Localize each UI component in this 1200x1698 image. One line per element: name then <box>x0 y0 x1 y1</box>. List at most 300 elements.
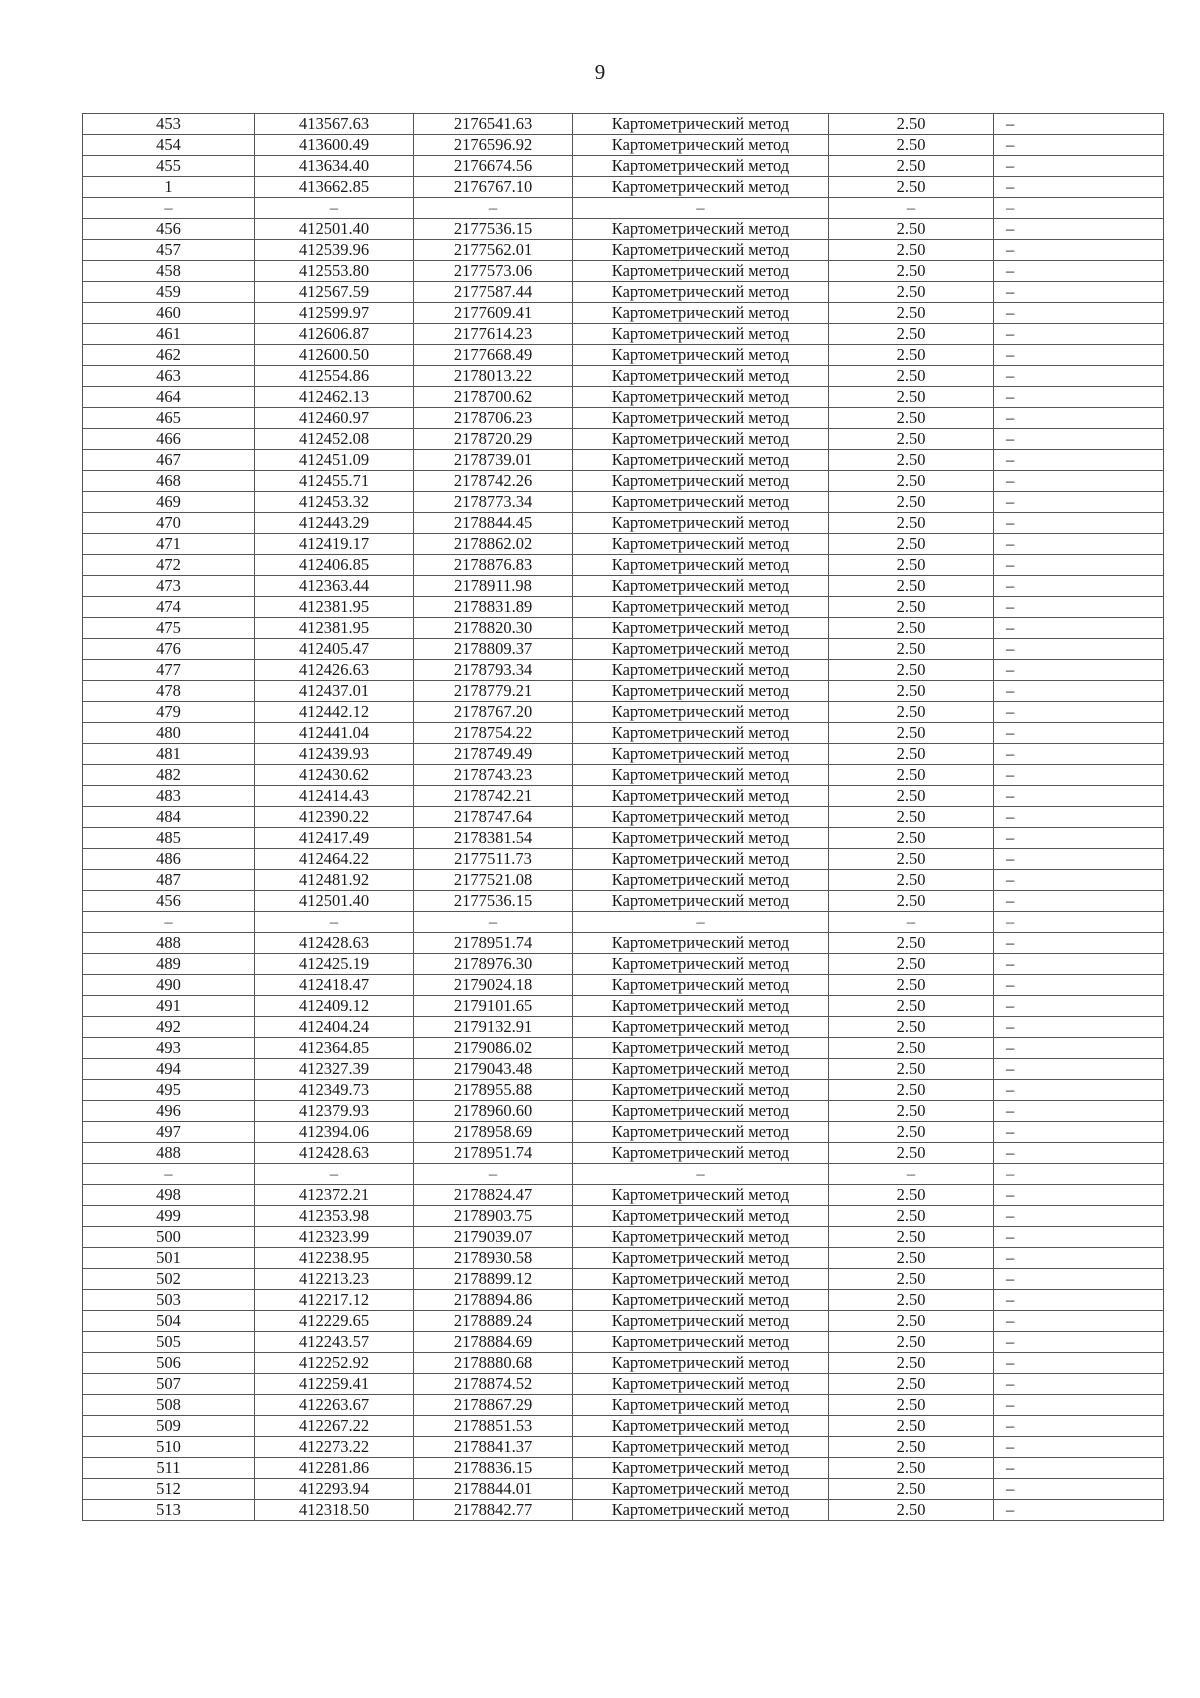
x-coordinate-cell: 412437.01 <box>255 681 414 702</box>
x-coordinate-cell: 412428.63 <box>255 933 414 954</box>
method-cell: Картометрический метод <box>573 933 829 954</box>
accuracy-cell: 2.50 <box>829 1458 994 1479</box>
accuracy-cell: 2.50 <box>829 576 994 597</box>
method-cell: Картометрический метод <box>573 1374 829 1395</box>
point-number-cell: 477 <box>83 660 255 681</box>
point-number-cell: 474 <box>83 597 255 618</box>
x-coordinate-cell: 412539.96 <box>255 240 414 261</box>
x-coordinate-cell: 412419.17 <box>255 534 414 555</box>
x-coordinate-cell: 412455.71 <box>255 471 414 492</box>
table-row <box>83 765 1164 786</box>
note-cell: – <box>994 408 1164 429</box>
y-coordinate-cell: 2178743.23 <box>414 765 573 786</box>
note-cell: – <box>994 933 1164 954</box>
point-number-cell: 493 <box>83 1038 255 1059</box>
table-row <box>83 450 1164 471</box>
note-cell: – <box>994 618 1164 639</box>
table-row <box>83 408 1164 429</box>
y-coordinate-cell: 2178773.34 <box>414 492 573 513</box>
method-cell: Картометрический метод <box>573 849 829 870</box>
accuracy-cell: 2.50 <box>829 1017 994 1038</box>
accuracy-cell: 2.50 <box>829 1143 994 1164</box>
point-number-cell: 487 <box>83 870 255 891</box>
table-row <box>83 177 1164 198</box>
method-cell: Картометрический метод <box>573 261 829 282</box>
table-row <box>83 1479 1164 1500</box>
accuracy-cell: – <box>829 1164 994 1185</box>
table-row <box>83 387 1164 408</box>
x-coordinate-cell: 412349.73 <box>255 1080 414 1101</box>
accuracy-cell: 2.50 <box>829 429 994 450</box>
y-coordinate-cell: 2178842.77 <box>414 1500 573 1521</box>
table-row <box>83 534 1164 555</box>
point-number-cell: 482 <box>83 765 255 786</box>
x-coordinate-cell: 412364.85 <box>255 1038 414 1059</box>
y-coordinate-cell: 2178742.26 <box>414 471 573 492</box>
note-cell: – <box>994 828 1164 849</box>
y-coordinate-cell: 2178960.60 <box>414 1101 573 1122</box>
x-coordinate-cell: 412267.22 <box>255 1416 414 1437</box>
y-coordinate-cell: 2178951.74 <box>414 1143 573 1164</box>
x-coordinate-cell: 412462.13 <box>255 387 414 408</box>
y-coordinate-cell: – <box>414 198 573 219</box>
note-cell: – <box>994 324 1164 345</box>
note-cell: – <box>994 1017 1164 1038</box>
method-cell: Картометрический метод <box>573 1017 829 1038</box>
x-coordinate-cell: 412229.65 <box>255 1311 414 1332</box>
y-coordinate-cell: 2178851.53 <box>414 1416 573 1437</box>
note-cell: – <box>994 912 1164 933</box>
point-number-cell: 495 <box>83 1080 255 1101</box>
y-coordinate-cell: 2178844.45 <box>414 513 573 534</box>
table-row <box>83 1122 1164 1143</box>
y-coordinate-cell: 2176674.56 <box>414 156 573 177</box>
method-cell: Картометрический метод <box>573 618 829 639</box>
accuracy-cell: 2.50 <box>829 1311 994 1332</box>
point-number-cell: 511 <box>83 1458 255 1479</box>
method-cell: Картометрический метод <box>573 1437 829 1458</box>
note-cell: – <box>994 1038 1164 1059</box>
method-cell: Картометрический метод <box>573 723 829 744</box>
coordinates-table <box>82 113 1164 1521</box>
point-number-cell: 500 <box>83 1227 255 1248</box>
note-cell: – <box>994 198 1164 219</box>
accuracy-cell: 2.50 <box>829 1059 994 1080</box>
point-number-cell: 460 <box>83 303 255 324</box>
table-row <box>83 1185 1164 1206</box>
method-cell: Картометрический метод <box>573 177 829 198</box>
method-cell: Картометрический метод <box>573 513 829 534</box>
table-row <box>83 1416 1164 1437</box>
note-cell: – <box>994 849 1164 870</box>
note-cell: – <box>994 681 1164 702</box>
x-coordinate-cell: 412217.12 <box>255 1290 414 1311</box>
table-row <box>83 366 1164 387</box>
table-row <box>83 933 1164 954</box>
x-coordinate-cell: 412213.23 <box>255 1269 414 1290</box>
point-number-cell: 463 <box>83 366 255 387</box>
point-number-cell: 464 <box>83 387 255 408</box>
method-cell: Картометрический метод <box>573 786 829 807</box>
note-cell: – <box>994 639 1164 660</box>
x-coordinate-cell: 412293.94 <box>255 1479 414 1500</box>
method-cell: Картометрический метод <box>573 639 829 660</box>
method-cell: Картометрический метод <box>573 240 829 261</box>
point-number-cell: 479 <box>83 702 255 723</box>
accuracy-cell: 2.50 <box>829 534 994 555</box>
accuracy-cell: 2.50 <box>829 1227 994 1248</box>
y-coordinate-cell: 2178831.89 <box>414 597 573 618</box>
note-cell: – <box>994 660 1164 681</box>
table-row <box>83 1332 1164 1353</box>
method-cell: Картометрический метод <box>573 870 829 891</box>
table-row <box>83 807 1164 828</box>
x-coordinate-cell: 412381.95 <box>255 597 414 618</box>
table-row <box>83 1206 1164 1227</box>
method-cell: Картометрический метод <box>573 282 829 303</box>
note-cell: – <box>994 282 1164 303</box>
note-cell: – <box>994 870 1164 891</box>
x-coordinate-cell: 412453.32 <box>255 492 414 513</box>
accuracy-cell: 2.50 <box>829 870 994 891</box>
page-number: 9 <box>594 60 606 84</box>
method-cell: Картометрический метод <box>573 576 829 597</box>
point-number-cell: 462 <box>83 345 255 366</box>
note-cell: – <box>994 261 1164 282</box>
y-coordinate-cell: 2178903.75 <box>414 1206 573 1227</box>
method-cell: Картометрический метод <box>573 807 829 828</box>
y-coordinate-cell: 2177668.49 <box>414 345 573 366</box>
y-coordinate-cell: 2176596.92 <box>414 135 573 156</box>
x-coordinate-cell: 412363.44 <box>255 576 414 597</box>
x-coordinate-cell: 412428.63 <box>255 1143 414 1164</box>
method-cell: Картометрический метод <box>573 1185 829 1206</box>
accuracy-cell: 2.50 <box>829 1101 994 1122</box>
x-coordinate-cell: 412327.39 <box>255 1059 414 1080</box>
note-cell: – <box>994 1080 1164 1101</box>
method-cell: Картометрический метод <box>573 471 829 492</box>
method-cell: Картометрический метод <box>573 219 829 240</box>
table-row <box>83 996 1164 1017</box>
note-cell: – <box>994 1290 1164 1311</box>
method-cell: Картометрический метод <box>573 303 829 324</box>
accuracy-cell: 2.50 <box>829 1269 994 1290</box>
accuracy-cell: 2.50 <box>829 891 994 912</box>
separator-row <box>83 1164 1164 1185</box>
method-cell: Картометрический метод <box>573 135 829 156</box>
method-cell: Картометрический метод <box>573 828 829 849</box>
point-number-cell: 503 <box>83 1290 255 1311</box>
x-coordinate-cell: 412243.57 <box>255 1332 414 1353</box>
x-coordinate-cell: 412464.22 <box>255 849 414 870</box>
accuracy-cell: 2.50 <box>829 597 994 618</box>
accuracy-cell: 2.50 <box>829 471 994 492</box>
note-cell: – <box>994 1122 1164 1143</box>
x-coordinate-cell: 412600.50 <box>255 345 414 366</box>
accuracy-cell: 2.50 <box>829 1038 994 1059</box>
accuracy-cell: 2.50 <box>829 135 994 156</box>
separator-row <box>83 912 1164 933</box>
point-number-cell: 496 <box>83 1101 255 1122</box>
note-cell: – <box>994 975 1164 996</box>
y-coordinate-cell: 2178958.69 <box>414 1122 573 1143</box>
point-number-cell: 1 <box>83 177 255 198</box>
table-row <box>83 471 1164 492</box>
method-cell: Картометрический метод <box>573 1206 829 1227</box>
x-coordinate-cell: 413567.63 <box>255 114 414 135</box>
method-cell: Картометрический метод <box>573 1143 829 1164</box>
accuracy-cell: 2.50 <box>829 324 994 345</box>
note-cell: – <box>994 1059 1164 1080</box>
y-coordinate-cell: 2178793.34 <box>414 660 573 681</box>
point-number-cell: 469 <box>83 492 255 513</box>
y-coordinate-cell: 2177521.08 <box>414 870 573 891</box>
method-cell: Картометрический метод <box>573 555 829 576</box>
point-number-cell: 455 <box>83 156 255 177</box>
point-number-cell: 505 <box>83 1332 255 1353</box>
y-coordinate-cell: 2178739.01 <box>414 450 573 471</box>
x-coordinate-cell: 412443.29 <box>255 513 414 534</box>
y-coordinate-cell: 2178894.86 <box>414 1290 573 1311</box>
accuracy-cell: 2.50 <box>829 219 994 240</box>
table-row <box>83 1458 1164 1479</box>
note-cell: – <box>994 765 1164 786</box>
x-coordinate-cell: – <box>255 912 414 933</box>
point-number-cell: 453 <box>83 114 255 135</box>
y-coordinate-cell: 2177562.01 <box>414 240 573 261</box>
point-number-cell: 481 <box>83 744 255 765</box>
note-cell: – <box>994 534 1164 555</box>
y-coordinate-cell: 2178824.47 <box>414 1185 573 1206</box>
y-coordinate-cell: 2178700.62 <box>414 387 573 408</box>
y-coordinate-cell: 2178742.21 <box>414 786 573 807</box>
x-coordinate-cell: 412409.12 <box>255 996 414 1017</box>
y-coordinate-cell: 2179101.65 <box>414 996 573 1017</box>
table-row <box>83 618 1164 639</box>
x-coordinate-cell: 412553.80 <box>255 261 414 282</box>
method-cell: Картометрический метод <box>573 1458 829 1479</box>
note-cell: – <box>994 513 1164 534</box>
table-row <box>83 1290 1164 1311</box>
x-coordinate-cell: 412599.97 <box>255 303 414 324</box>
accuracy-cell: 2.50 <box>829 744 994 765</box>
method-cell: Картометрический метод <box>573 681 829 702</box>
point-number-cell: 478 <box>83 681 255 702</box>
table-row <box>83 1311 1164 1332</box>
x-coordinate-cell: 412406.85 <box>255 555 414 576</box>
y-coordinate-cell: 2176541.63 <box>414 114 573 135</box>
accuracy-cell: 2.50 <box>829 555 994 576</box>
y-coordinate-cell: 2178381.54 <box>414 828 573 849</box>
table-row <box>83 1038 1164 1059</box>
table-row <box>83 1374 1164 1395</box>
y-coordinate-cell: 2178749.49 <box>414 744 573 765</box>
point-number-cell: 508 <box>83 1395 255 1416</box>
table-row <box>83 1017 1164 1038</box>
point-number-cell: 456 <box>83 219 255 240</box>
accuracy-cell: 2.50 <box>829 849 994 870</box>
x-coordinate-cell: 412281.86 <box>255 1458 414 1479</box>
note-cell: – <box>994 807 1164 828</box>
method-cell: Картометрический метод <box>573 1248 829 1269</box>
x-coordinate-cell: 412379.93 <box>255 1101 414 1122</box>
x-coordinate-cell: – <box>255 1164 414 1185</box>
accuracy-cell: 2.50 <box>829 975 994 996</box>
point-number-cell: 459 <box>83 282 255 303</box>
accuracy-cell: – <box>829 912 994 933</box>
table-row <box>83 1500 1164 1521</box>
y-coordinate-cell: 2178779.21 <box>414 681 573 702</box>
method-cell: Картометрический метод <box>573 1122 829 1143</box>
point-number-cell: 499 <box>83 1206 255 1227</box>
accuracy-cell: 2.50 <box>829 786 994 807</box>
y-coordinate-cell: 2178844.01 <box>414 1479 573 1500</box>
method-cell: Картометрический метод <box>573 765 829 786</box>
accuracy-cell: 2.50 <box>829 492 994 513</box>
y-coordinate-cell: 2178767.20 <box>414 702 573 723</box>
x-coordinate-cell: 412451.09 <box>255 450 414 471</box>
y-coordinate-cell: 2178876.83 <box>414 555 573 576</box>
point-number-cell: 490 <box>83 975 255 996</box>
accuracy-cell: 2.50 <box>829 639 994 660</box>
method-cell: Картометрический метод <box>573 366 829 387</box>
note-cell: – <box>994 114 1164 135</box>
y-coordinate-cell: 2179024.18 <box>414 975 573 996</box>
x-coordinate-cell: 412501.40 <box>255 219 414 240</box>
accuracy-cell: 2.50 <box>829 1248 994 1269</box>
y-coordinate-cell: 2178976.30 <box>414 954 573 975</box>
accuracy-cell: 2.50 <box>829 681 994 702</box>
note-cell: – <box>994 492 1164 513</box>
table-row <box>83 261 1164 282</box>
method-cell: Картометрический метод <box>573 744 829 765</box>
x-coordinate-cell: 412442.12 <box>255 702 414 723</box>
point-number-cell: 480 <box>83 723 255 744</box>
y-coordinate-cell: 2178841.37 <box>414 1437 573 1458</box>
method-cell: Картометрический метод <box>573 1080 829 1101</box>
method-cell: Картометрический метод <box>573 1395 829 1416</box>
point-number-cell: 471 <box>83 534 255 555</box>
note-cell: – <box>994 1248 1164 1269</box>
x-coordinate-cell: 412263.67 <box>255 1395 414 1416</box>
y-coordinate-cell: 2178951.74 <box>414 933 573 954</box>
y-coordinate-cell: – <box>414 912 573 933</box>
method-cell: Картометрический метод <box>573 429 829 450</box>
point-number-cell: 489 <box>83 954 255 975</box>
point-number-cell: 513 <box>83 1500 255 1521</box>
accuracy-cell: 2.50 <box>829 1374 994 1395</box>
accuracy-cell: 2.50 <box>829 1479 994 1500</box>
x-coordinate-cell: 412606.87 <box>255 324 414 345</box>
table-row <box>83 114 1164 135</box>
y-coordinate-cell: 2177587.44 <box>414 282 573 303</box>
point-number-cell: 476 <box>83 639 255 660</box>
table-row <box>83 345 1164 366</box>
note-cell: – <box>994 1164 1164 1185</box>
accuracy-cell: 2.50 <box>829 1185 994 1206</box>
table-row <box>83 723 1164 744</box>
accuracy-cell: 2.50 <box>829 933 994 954</box>
method-cell: Картометрический метод <box>573 1500 829 1521</box>
table-row <box>83 702 1164 723</box>
accuracy-cell: 2.50 <box>829 303 994 324</box>
table-row <box>83 219 1164 240</box>
point-number-cell: 502 <box>83 1269 255 1290</box>
accuracy-cell: 2.50 <box>829 1206 994 1227</box>
point-number-cell: 485 <box>83 828 255 849</box>
note-cell: – <box>994 1101 1164 1122</box>
table-row <box>83 1227 1164 1248</box>
x-coordinate-cell: 412425.19 <box>255 954 414 975</box>
note-cell: – <box>994 1311 1164 1332</box>
method-cell: Картометрический метод <box>573 1269 829 1290</box>
note-cell: – <box>994 1227 1164 1248</box>
accuracy-cell: 2.50 <box>829 618 994 639</box>
method-cell: Картометрический метод <box>573 1038 829 1059</box>
point-number-cell: 512 <box>83 1479 255 1500</box>
y-coordinate-cell: 2177573.06 <box>414 261 573 282</box>
point-number-cell: 458 <box>83 261 255 282</box>
separator-row <box>83 198 1164 219</box>
note-cell: – <box>994 744 1164 765</box>
note-cell: – <box>994 1395 1164 1416</box>
method-cell: – <box>573 912 829 933</box>
table-row <box>83 513 1164 534</box>
y-coordinate-cell: 2179043.48 <box>414 1059 573 1080</box>
x-coordinate-cell: 412554.86 <box>255 366 414 387</box>
x-coordinate-cell: 412439.93 <box>255 744 414 765</box>
note-cell: – <box>994 177 1164 198</box>
y-coordinate-cell: 2178889.24 <box>414 1311 573 1332</box>
note-cell: – <box>994 954 1164 975</box>
point-number-cell: 510 <box>83 1437 255 1458</box>
y-coordinate-cell: 2178880.68 <box>414 1353 573 1374</box>
y-coordinate-cell: 2178911.98 <box>414 576 573 597</box>
table-row <box>83 1059 1164 1080</box>
accuracy-cell: 2.50 <box>829 702 994 723</box>
note-cell: – <box>994 702 1164 723</box>
x-coordinate-cell: 412460.97 <box>255 408 414 429</box>
note-cell: – <box>994 1500 1164 1521</box>
method-cell: Картометрический метод <box>573 975 829 996</box>
x-coordinate-cell: 412318.50 <box>255 1500 414 1521</box>
x-coordinate-cell: 412273.22 <box>255 1437 414 1458</box>
accuracy-cell: 2.50 <box>829 765 994 786</box>
note-cell: – <box>994 1269 1164 1290</box>
table-row <box>83 1269 1164 1290</box>
table-row <box>83 1143 1164 1164</box>
table-row <box>83 324 1164 345</box>
x-coordinate-cell: 413662.85 <box>255 177 414 198</box>
x-coordinate-cell: 412252.92 <box>255 1353 414 1374</box>
y-coordinate-cell: 2177511.73 <box>414 849 573 870</box>
note-cell: – <box>994 1353 1164 1374</box>
note-cell: – <box>994 786 1164 807</box>
y-coordinate-cell: 2176767.10 <box>414 177 573 198</box>
point-number-cell: 456 <box>83 891 255 912</box>
x-coordinate-cell: 412567.59 <box>255 282 414 303</box>
accuracy-cell: 2.50 <box>829 387 994 408</box>
point-number-cell: 488 <box>83 933 255 954</box>
table-row <box>83 828 1164 849</box>
accuracy-cell: 2.50 <box>829 513 994 534</box>
note-cell: – <box>994 1332 1164 1353</box>
accuracy-cell: 2.50 <box>829 1290 994 1311</box>
table-row <box>83 303 1164 324</box>
point-number-cell: – <box>83 912 255 933</box>
accuracy-cell: 2.50 <box>829 450 994 471</box>
accuracy-cell: 2.50 <box>829 660 994 681</box>
